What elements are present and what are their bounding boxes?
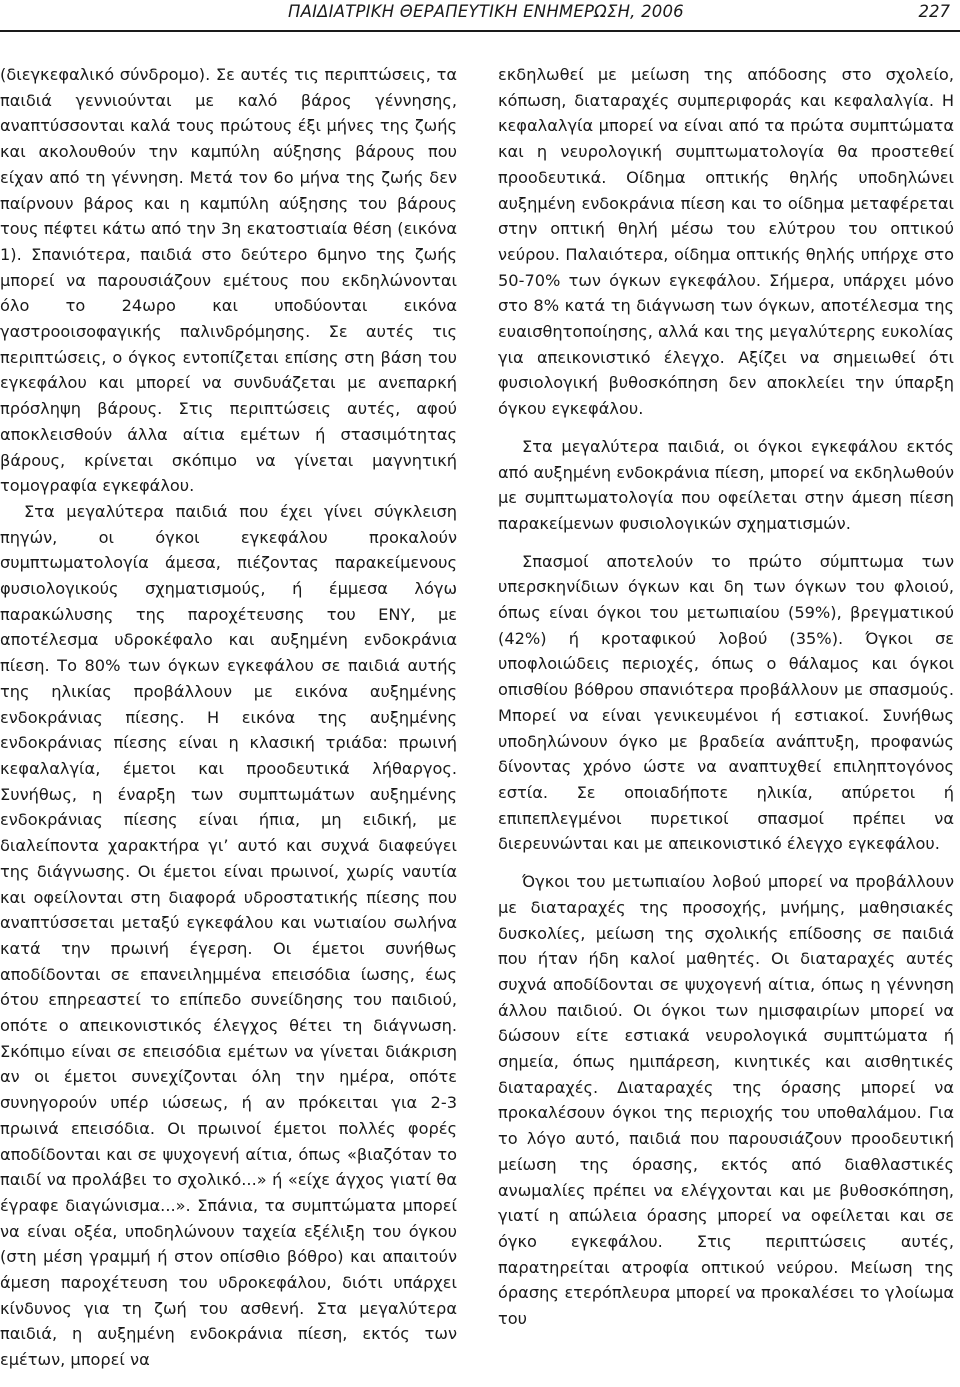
left-paragraph-1: (διεγκεφαλικό σύνδρομο). Σε αυτές τις περιπτώσεις, τα παιδιά γεννιούνται με καλό βάρος γέννησης, αναπτύσσονται καλά τους πρώτους έξι μήνες της ζωής και ακολουθούν την καμπύλη αύξησης βάρους που είχαν από τη γέννηση. Μετά τον 6ο μήνα της ζωής δεν παίρνουν βάρος και η καμπύλη αύξησης του βάρους τους πέφτει κάτω από την 3η εκατοστιαία θέση (εικόνα 1). Σπανιότερα, παιδιά στο δεύτερο 6μηνο της ζωής μπορεί να παρουσιάζουν εμέτους που εκδηλώνονται όλο το 24ωρο και υποδύονται εικόνα γαστροοισοφαγικής παλινδρόμησης. Σε αυτές τις περιπτώσεις, ο όγκος εντοπίζεται επίσης στη βάση του εγκεφάλου και μπορεί να συνδυάζεται με ανεπαρκή πρόσληψη βάρους. Στις περιπτώσεις αυτές, αφού αποκλεισθούν άλλα αίτια εμέτων ή στασιμότητας βάρους, κρίνεται σκόπιμο να γίνεται μαγνητική τομογραφία εγκεφάλου. xyxy=(0,65,457,496)
left-column xyxy=(0,62,457,1373)
right-paragraph-3: Σπασμοί αποτελούν το πρώτο σύμπτωμα των υπερσκηνίδιων όγκων και δη των όγκων του φλοιού, όπως είναι όγκοι του μετωπιαίου (59%), βρεγματικού (42%) ή κροταφικού λοβού (35%). Όγκοι σε υποφλοιώδεις περιοχές, όπως ο θάλαμος και όγκοι οπισθίου βόθρου σπανιότερα προβάλλουν με σπασμούς. Μπορεί να είναι γενικευμένοι ή εστιακοί. Συνήθως υποδηλώνουν όγκο με βραδεία ανάπτυξη, προφανώς δίνοντας χρόνο ώστε να αναπτυχθεί επιληπτογόνος εστία. Σε οποιαδήποτε ηλικία, απύρετοι ή επιπεπλεγμένοι πυρετικοί σπασμοί πρέπει να διερευνώνται και με απεικονιστικό έλεγχο εγκεφάλου. xyxy=(498,551,954,854)
page-number: 227 xyxy=(918,2,950,21)
right-paragraph-2: Στα μεγαλύτερα παιδιά, οι όγκοι εγκεφάλου εκτός από αυξημένη ενδοκράνια πίεση, μπορεί να εκδηλωθούν με συμπτωματολογία που οφείλεται στην άμεση πίεση παρακείμενων φυσιολογικών σχηματισμών. xyxy=(498,436,954,533)
right-column xyxy=(498,62,954,1332)
right-paragraph-4: Όγκοι του μετωπιαίου λοβού μπορεί να προβάλλουν με διαταραχές της προσοχής, μνήμης, μαθησιακές δυσκολίες, μείωση της σχολικής επίδοσης σε παιδιά που ήταν ήδη καλοί μαθητές. Οι διαταραχές αυτές συχνά αποδίδονται σε ψυχογενή αίτια, όπως η γέννηση άλλου παιδιού. Οι όγκοι των ημισφαιρίων μπορεί να δώσουν είτε εστιακά νευρολογικά συμπτώματα ή σημεία, όπως ημιπάρεση, κινητικές και αισθητικές διαταραχές. Διαταραχές της όρασης μπορεί να προκαλέσουν όγκοι της περιοχής του υποθαλάμου. Για το λόγο αυτό, παιδιά που παρουσιάζουν προοδευτική μείωση της όρασης, εκτός από διαθλαστικές ανωμαλίες πρέπει να ελέγχονται και με βυθοσκόπηση, γιατί η απώλεια όρασης μπορεί να οφείλεται και σε όγκο εγκεφάλου. Στις περιπτώσεις αυτές, παρατηρείται ατροφία οπτικού νεύρου. Μείωση της όρασης ετερόπλευρα μπορεί να προκαλέσει το γλοίωμα του xyxy=(498,872,954,1329)
journal-title: ΠΑΙΔΙΑΤΡΙΚΗ ΘΕΡΑΠΕΥΤΙΚΗ ΕΝΗΜΕΡΩΣΗ, 2006 xyxy=(288,2,684,21)
header-rule xyxy=(0,30,960,32)
left-paragraph-2: Στα μεγαλύτερα παιδιά που έχει γίνει σύγκλειση πηγών, οι όγκοι εγκεφάλου προκαλούν συμπτωματολογία άμεσα, πιέζοντας παρακείμενους φυσιολογικούς σχηματισμούς, ή έμμεσα λόγω παρακώλυσης της παροχέτευσης του ΕΝΥ, με αποτέλεσμα υδροκέφαλο και αυξημένη ενδοκράνια πίεση. Το 80% των όγκων εγκεφάλου σε παιδιά αυτής της ηλικίας προβάλλουν με εικόνα αυξημένης ενδοκράνιας πίεσης. Η εικόνα της αυξημένης ενδοκράνιας πίεσης είναι η κλασική τριάδα: πρωινή κεφαλαλγία, έμετοι και προοδευτικά λήθαργος. Συνήθως, η έναρξη των συμπτωμάτων αυξημένης ενδοκράνιας πίεσης είναι ήπια, μη ειδική, με διαλείποντα χαρακτήρα γι’ αυτό και συχνά διαφεύγει της διάγνωσης. Οι έμετοι είναι πρωινοί, χωρίς ναυτία και οφείλονται στη διαφορά υδροστατικής πίεσης που αναπτύσσεται μεταξύ εγκεφάλου και νωτιαίου σωλήνα κατά την πρωινή έγερση. Οι έμετοι συνήθως αποδίδονται σε επανειλημμένα επεισόδια ίωσης, έως ότου επηρεαστεί το επίπεδο συνείδησης του παιδιού, οπότε ο απεικονιστικός έλεγχος θέτει τη διάγνωση. Σκόπιμο είναι σε επεισόδια εμέτων να γίνεται διάκριση αν οι έμετοι συνεχίζονται όλη την ημέρα, οπότε συνηγορούν υπέρ ιώσεως, ή αν πρόκειται για 2-3 πρωινά επεισόδια. Οι πρωινοί έμετοι πολλές φορές αποδίδονται και σε ψυχογενή αίτια, όπως «βιαζόταν το παιδί να προλάβει το σχολικό...» ή «είχε άγχος γιατί θα έγραφε διαγώνισμα...». Σπάνια, τα συμπτώματα μπορεί να είναι οξέα, υποδηλώνουν ταχεία εξέλιξη του όγκου (στη μέση γραμμή ή στον οπίσθιο βόθρο) και απαιτούν άμεση παροχέτευση του υδροκεφάλου, διότι υπάρχει κίνδυνος για τη ζωή του ασθενή. Στα μεγαλύτερα παιδιά, η αυξημένη ενδοκράνια πίεση, εκτός των εμέτων, μπορεί να xyxy=(0,501,457,1370)
running-header xyxy=(0,0,960,34)
right-paragraph-1: εκδηλωθεί με μείωση της απόδοσης στο σχολείο, κόπωση, διαταραχές συμπεριφοράς και κεφαλαλγία. Η κεφαλαλγία μπορεί να είναι από τα πρώτα συμπτώματα και η νευρολογική συμπτωματολογία θα προστεθεί προοδευτικά. Οίδημα οπτικής θηλής υποδηλώνει αυξημένη ενδοκράνια πίεση και το οίδημα μεταφέρεται στην οπτική θηλή μέσω του ελύτρου του οπτικού νεύρου. Παλαιότερα, οίδημα οπτικής θηλής υπήρχε στο 50-70% των όγκων εγκεφάλου. Σήμερα, υπάρχει μόνο στο 8% κατά τη διάγνωση των όγκων, αποτέλεσμα της ευαισθητοποίησης, αλλά και της μεγαλύτερης ευκολίας για απεικονιστικό έλεγχο. Αξίζει να σημειωθεί ότι φυσιολογική βυθοσκόπηση δεν αποκλείει την ύπαρξη όγκου εγκεφάλου. xyxy=(498,65,954,419)
